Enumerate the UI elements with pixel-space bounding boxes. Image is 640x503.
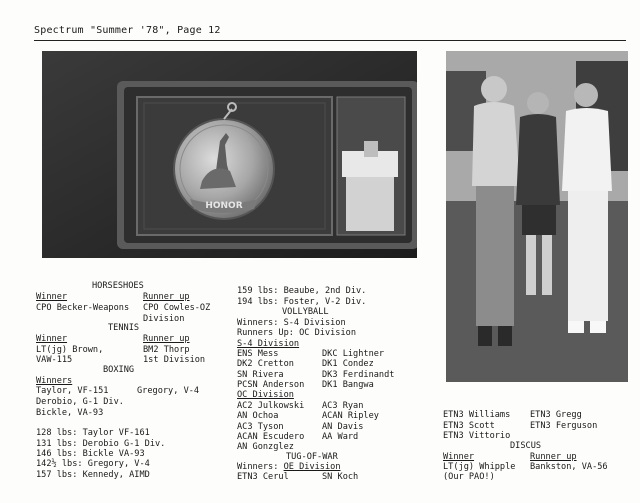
- s4-left-4: PCSN Anderson: [237, 380, 305, 390]
- discus-winner-label: Winner: [443, 452, 475, 462]
- tennis-runner-1: BM2 Thorp: [143, 345, 190, 355]
- col3-right-2: ETN3 Ferguson: [530, 421, 598, 431]
- tug-of-war-right: SN Koch: [322, 472, 359, 482]
- tug-of-war-winners-row: [237, 462, 341, 472]
- tennis-runner-label: Runner up: [143, 334, 190, 344]
- header-rule: [34, 40, 626, 41]
- oc-right-2: ACAN Ripley: [322, 411, 379, 421]
- volleyball-runners: Runners Up: OC Division: [237, 328, 356, 338]
- discus-winner-1: LT(jg) Whipple: [443, 462, 516, 472]
- tug-of-war-winners-label: Winners:: [237, 462, 284, 472]
- horseshoes-runner-label: Runner up: [143, 292, 190, 302]
- s4-right-4: DK1 Bangwa: [322, 380, 374, 390]
- volleyball-title: VOLLYBALL: [282, 307, 329, 317]
- group-photo: [446, 51, 628, 382]
- tennis-title: TENNIS: [108, 323, 140, 333]
- discus-winner-2: (Our PAO!): [443, 472, 495, 482]
- oc-right-4: AA Ward: [322, 432, 359, 442]
- tug-of-war-title: TUG-OF-WAR: [286, 452, 338, 462]
- s4-division-title: S-4 Division: [237, 339, 300, 349]
- boxing-winner-1: Taylor, VF-151: [36, 386, 109, 396]
- discus-runner-1: Bankston, VA-56: [530, 462, 608, 472]
- s4-right-1: DKC Lightner: [322, 349, 385, 359]
- horseshoes-runner-2: Division: [143, 314, 185, 324]
- tennis-winner-label: Winner: [36, 334, 68, 344]
- medal-photo: [42, 51, 417, 258]
- horseshoes-title: HORSESHOES: [92, 281, 144, 291]
- boxing-winners-label: Winners: [36, 376, 73, 386]
- horseshoes-winner: CPO Becker-Weapons: [36, 303, 130, 313]
- boxing-title: BOXING: [103, 365, 135, 375]
- boxing-winner-3: Bickle, VA-93: [36, 408, 104, 418]
- medal-inscription: HONOR: [205, 201, 243, 211]
- col3-left-3: ETN3 Vittorio: [443, 431, 511, 441]
- horseshoes-runner-1: CPO Cowles-OZ: [143, 303, 211, 313]
- tennis-runner-2: 1st Division: [143, 355, 206, 365]
- weight-result-1: 128 lbs: Taylor VF-161: [36, 428, 150, 438]
- oc-right-3: AN Davis: [322, 422, 364, 432]
- tug-of-war-left: ETN3 Cerul: [237, 472, 289, 482]
- boxing-winner-2: Derobio, G-1 Div.: [36, 397, 124, 407]
- horseshoes-winner-label: Winner: [36, 292, 68, 302]
- col3-right-1: ETN3 Gregg: [530, 410, 582, 420]
- oc-division-title: OC Division: [237, 390, 294, 400]
- col3-left-2: ETN3 Scott: [443, 421, 495, 431]
- oc-left-2: AN Ochoa: [237, 411, 279, 421]
- s4-right-3: DK3 Ferdinandt: [322, 370, 395, 380]
- weight-result-2: 131 lbs: Derobio G-1 Div.: [36, 439, 166, 449]
- page-header: Spectrum "Summer '78", Page 12: [34, 25, 221, 36]
- col3-left-1: ETN3 Williams: [443, 410, 511, 420]
- oc-left-4: ACAN Escudero: [237, 432, 305, 442]
- oc-right-1: AC3 Ryan: [322, 401, 364, 411]
- weight-result-6: 159 lbs: Beaube, 2nd Div.: [237, 286, 367, 296]
- weight-result-4: 142½ lbs: Gregory, V-4: [36, 459, 150, 469]
- s4-left-1: ENS Mess: [237, 349, 279, 359]
- discus-title: DISCUS: [510, 441, 542, 451]
- weight-result-3: 146 lbs: Bickle VA-93: [36, 449, 145, 459]
- s4-left-2: DK2 Cretton: [237, 359, 294, 369]
- volleyball-winners: Winners: S-4 Division: [237, 318, 346, 328]
- weight-result-5: 157 lbs: Kennedy, AIMD: [36, 470, 150, 480]
- tennis-winner-1: LT(jg) Brown,: [36, 345, 104, 355]
- oc-left-1: AC2 Julkowski: [237, 401, 305, 411]
- weight-result-7: 194 lbs: Foster, V-2 Div.: [237, 297, 367, 307]
- s4-left-3: SN Rivera: [237, 370, 284, 380]
- oc-left-3: AC3 Tyson: [237, 422, 284, 432]
- discus-runner-label: Runner up: [530, 452, 577, 462]
- s4-right-2: DK1 Condez: [322, 359, 374, 369]
- oc-left-5: AN Gonzglez: [237, 442, 294, 452]
- tug-of-war-winners-value: OE Division: [283, 462, 341, 472]
- boxing-winner-1b: Gregory, V-4: [137, 386, 200, 396]
- tennis-winner-2: VAW-115: [36, 355, 73, 365]
